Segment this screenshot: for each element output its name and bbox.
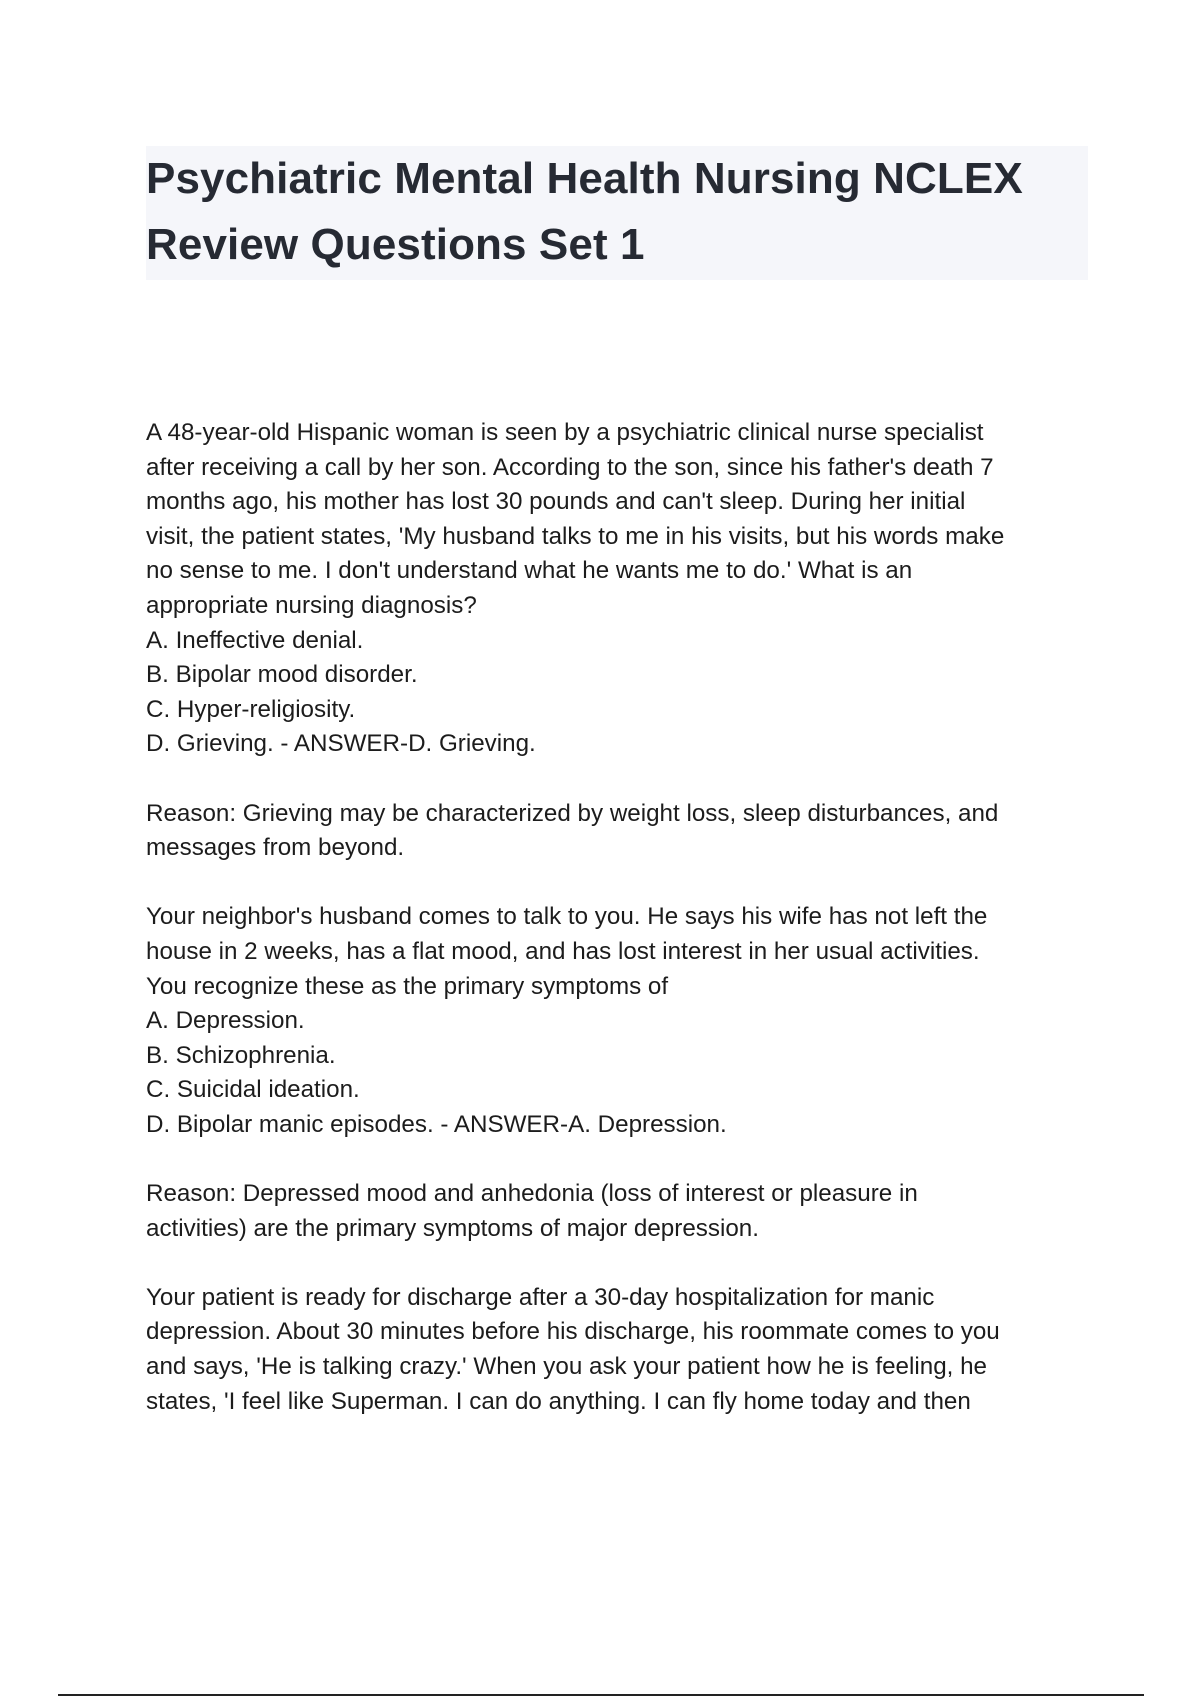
answer-options xyxy=(146,1004,1096,1142)
question-stem xyxy=(146,1281,1096,1419)
document-title xyxy=(146,146,1088,278)
answer-reason xyxy=(146,1177,1096,1246)
answer-option: C. Suicidal ideation. xyxy=(146,1076,360,1104)
answer-option: B. Schizophrenia. xyxy=(146,1041,336,1069)
paragraph-gap xyxy=(146,1142,1096,1177)
question-stem-line: and says, 'He is talking crazy.' When you ask your patient how he is feeling, he xyxy=(146,1353,987,1381)
question-stem-line: house in 2 weeks, has a flat mood, and has lost interest in her usual activities. xyxy=(146,937,980,965)
answer-reason xyxy=(146,797,1096,866)
reason-line: Reason: Depressed mood and anhedonia (loss of interest or pleasure in xyxy=(146,1180,918,1208)
question-stem-line: A 48-year-old Hispanic woman is seen by a psychiatric clinical nurse specialist xyxy=(146,419,984,446)
reason-line: activities) are the primary symptoms of major depression. xyxy=(146,1214,759,1242)
document-body xyxy=(146,416,1096,1419)
title-line: Review Questions Set 1 xyxy=(146,220,645,269)
paragraph-gap xyxy=(146,866,1096,901)
answer-option: B. Bipolar mood disorder. xyxy=(146,661,418,689)
page-bottom-divider xyxy=(58,1694,1144,1696)
question-stem-line: depression. About 30 minutes before his discharge, his roommate comes to you xyxy=(146,1318,1000,1346)
question-block xyxy=(146,416,1096,866)
question-stem-line: Your neighbor's husband comes to talk to you. He says his wife has not left the xyxy=(146,903,988,931)
question-stem-line: after receiving a call by her son. According to the son, since his father's death 7 xyxy=(146,453,994,481)
reason-line: Reason: Grieving may be characterized by weight loss, sleep disturbances, and xyxy=(146,799,999,827)
answer-option: A. Ineffective denial. xyxy=(146,626,364,654)
answer-option: A. Depression. xyxy=(146,1007,305,1035)
answer-options xyxy=(146,624,1096,762)
reason-line: messages from beyond. xyxy=(146,834,405,862)
question-stem-line: states, 'I feel like Superman. I can do anything. I can fly home today and then xyxy=(146,1387,971,1415)
answer-option: C. Hyper-religiosity. xyxy=(146,695,356,723)
title-line: Psychiatric Mental Health Nursing NCLEX xyxy=(146,154,1023,203)
document-title-block xyxy=(146,146,1088,280)
question-block xyxy=(146,900,1096,1246)
answer-option: D. Grieving. - ANSWER-D. Grieving. xyxy=(146,730,536,758)
question-stem-line: months ago, his mother has lost 30 pounds and can't sleep. During her initial xyxy=(146,488,966,516)
question-stem-line: You recognize these as the primary symptoms of xyxy=(146,972,669,1000)
question-stem-line: Your patient is ready for discharge after a 30-day hospitalization for manic xyxy=(146,1283,935,1311)
paragraph-gap xyxy=(146,762,1096,797)
question-stem-line: visit, the patient states, 'My husband talks to me in his visits, but his words make xyxy=(146,522,1005,550)
question-stem xyxy=(146,416,1096,624)
answer-option: D. Bipolar manic episodes. - ANSWER-A. Depression. xyxy=(146,1110,727,1138)
paragraph-gap xyxy=(146,1246,1096,1281)
question-stem-line: appropriate nursing diagnosis? xyxy=(146,591,477,619)
question-stem xyxy=(146,900,1096,1004)
question-stem-line: no sense to me. I don't understand what he wants me to do.' What is an xyxy=(146,557,913,585)
question-block xyxy=(146,1281,1096,1419)
